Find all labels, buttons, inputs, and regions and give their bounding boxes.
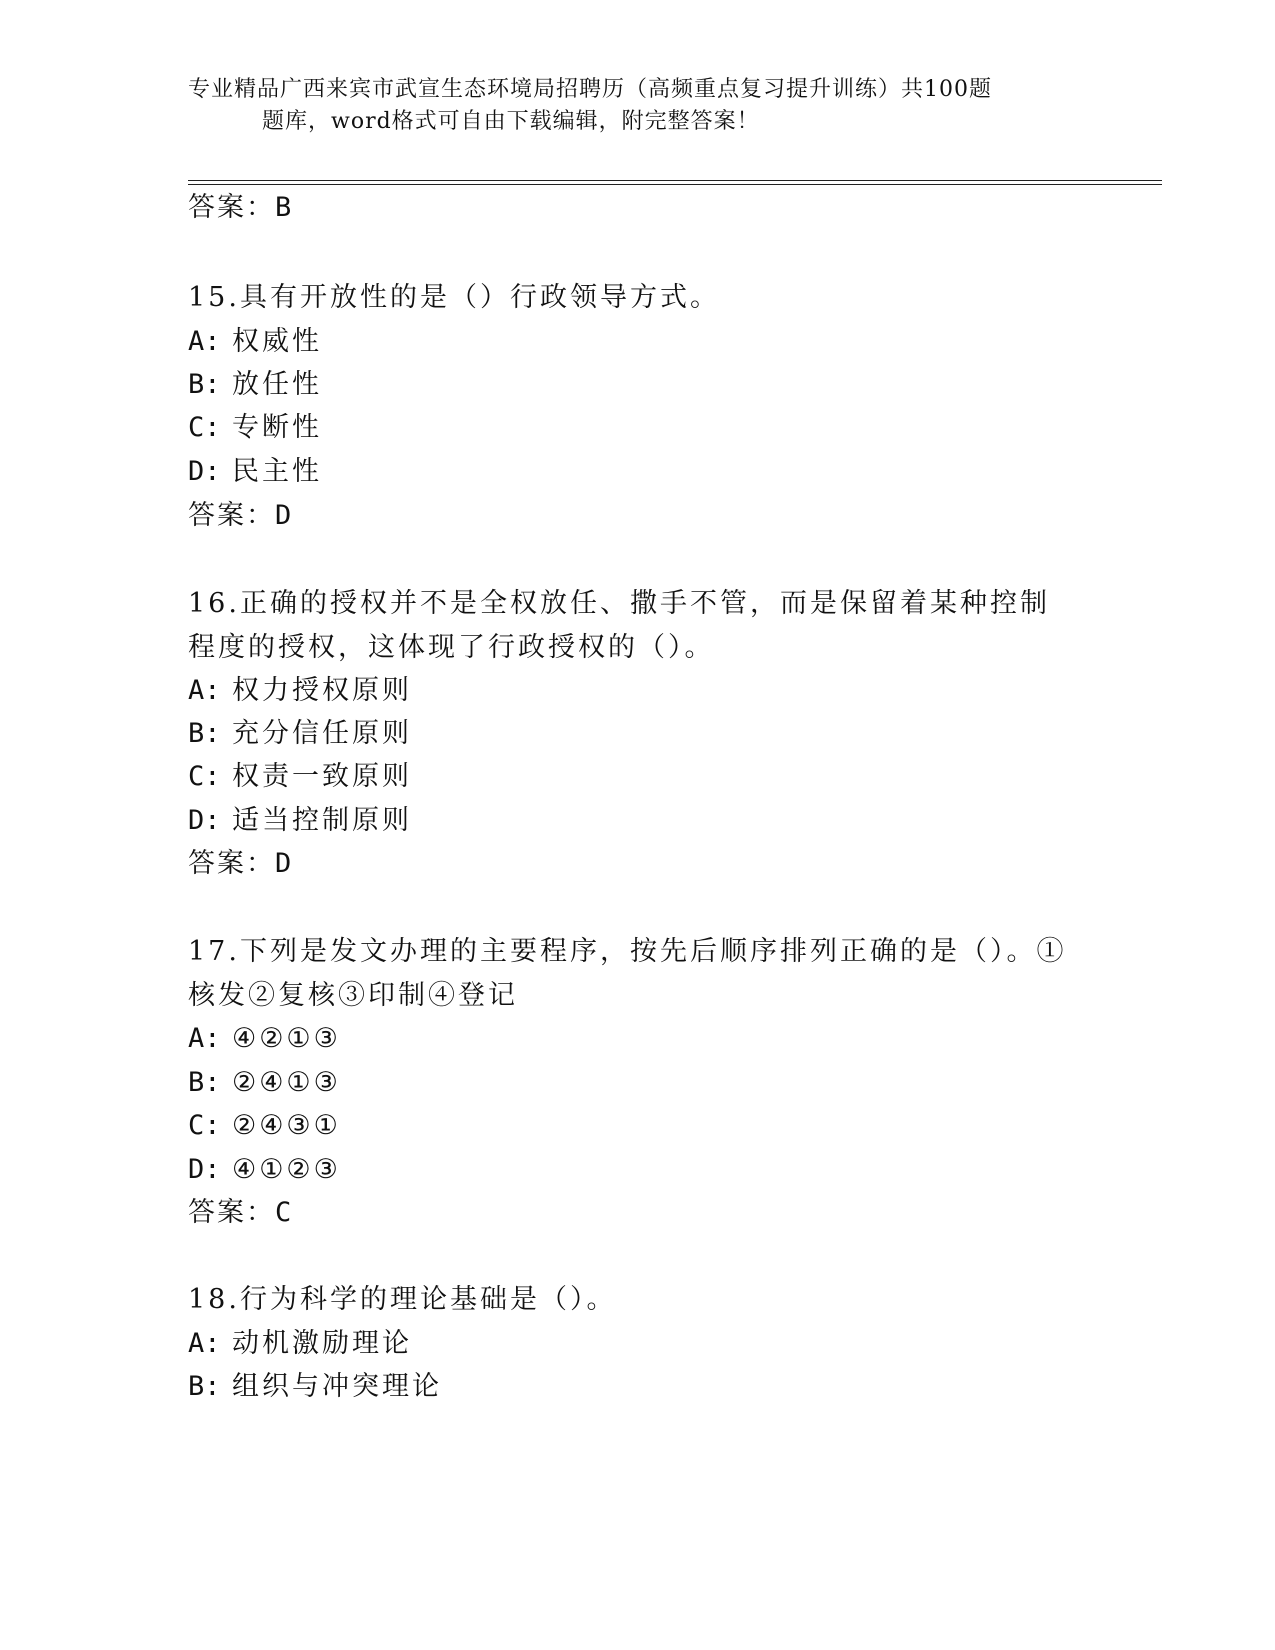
option-text: 权威性 (232, 326, 322, 357)
question-stem: 18.行为科学的理论基础是（）。 (188, 1284, 617, 1315)
answer-label: 答案： (188, 848, 275, 879)
option-text: 权力授权原则 (232, 675, 412, 706)
option-c (188, 1104, 341, 1148)
document-header (188, 74, 1068, 138)
question-stem: 17.下列是发文办理的主要程序，按先后顺序排列正确的是（）。①核发②复核③印制④登记 (188, 936, 1067, 1011)
option-text: 充分信任原则 (232, 718, 412, 749)
option-text: ④①②③ (232, 1154, 341, 1185)
answer-line (188, 186, 293, 230)
answer-label: 答案： (188, 1197, 275, 1228)
answer-line (188, 842, 293, 886)
option-text: ②④③① (232, 1110, 341, 1141)
option-key: A: (188, 326, 221, 357)
option-key: C: (188, 761, 221, 792)
answer-line (188, 1191, 293, 1235)
option-text: ②④①③ (232, 1067, 341, 1098)
option-c (188, 755, 412, 799)
header-divider (188, 180, 1162, 181)
option-b (188, 1365, 442, 1409)
option-key: B: (188, 1067, 221, 1098)
option-text: 权责一致原则 (232, 761, 412, 792)
option-key: D: (188, 805, 221, 836)
option-c (188, 406, 322, 450)
option-d (188, 799, 412, 843)
option-a (188, 669, 412, 713)
option-b (188, 363, 322, 407)
option-text: 民主性 (232, 456, 322, 487)
option-key: A: (188, 1328, 221, 1359)
answer-value: B (275, 192, 294, 223)
answer-value: D (275, 848, 294, 879)
header-divider-double (188, 184, 1162, 185)
question-stem: 16.正确的授权并不是全权放任、撒手不管，而是保留着某种控制程度的授权，这体现了行政授权的（）。 (188, 588, 1050, 663)
question-stem: 15.具有开放性的是（）行政领导方式。 (188, 282, 720, 313)
option-key: B: (188, 718, 221, 749)
option-key: B: (188, 369, 221, 400)
option-text: 适当控制原则 (232, 805, 412, 836)
answer-value: C (275, 1197, 294, 1228)
option-text: 动机激励理论 (232, 1328, 412, 1359)
option-text: 组织与冲突理论 (232, 1371, 442, 1402)
option-key: C: (188, 1110, 221, 1141)
option-b (188, 1061, 341, 1105)
option-a (188, 320, 322, 364)
option-text: 专断性 (232, 412, 322, 443)
option-key: D: (188, 456, 221, 487)
option-a (188, 1322, 412, 1366)
answer-value: D (275, 500, 294, 531)
option-b (188, 712, 412, 756)
option-d (188, 450, 322, 494)
option-key: D: (188, 1154, 221, 1185)
option-text: ④②①③ (232, 1023, 341, 1054)
answer-label: 答案： (188, 192, 275, 223)
option-text: 放任性 (232, 369, 322, 400)
option-key: A: (188, 1023, 221, 1054)
option-d (188, 1148, 341, 1192)
header-line-2: 题库，word格式可自由下载编辑，附完整答案！ (262, 109, 760, 134)
answer-line (188, 494, 293, 538)
option-key: B: (188, 1371, 221, 1402)
option-key: A: (188, 675, 221, 706)
option-a (188, 1017, 341, 1061)
answer-label: 答案： (188, 500, 275, 531)
header-line-1: 专业精品广西来宾市武宣生态环境局招聘历（高频重点复习提升训练）共100题 (188, 77, 992, 102)
option-key: C: (188, 412, 221, 443)
